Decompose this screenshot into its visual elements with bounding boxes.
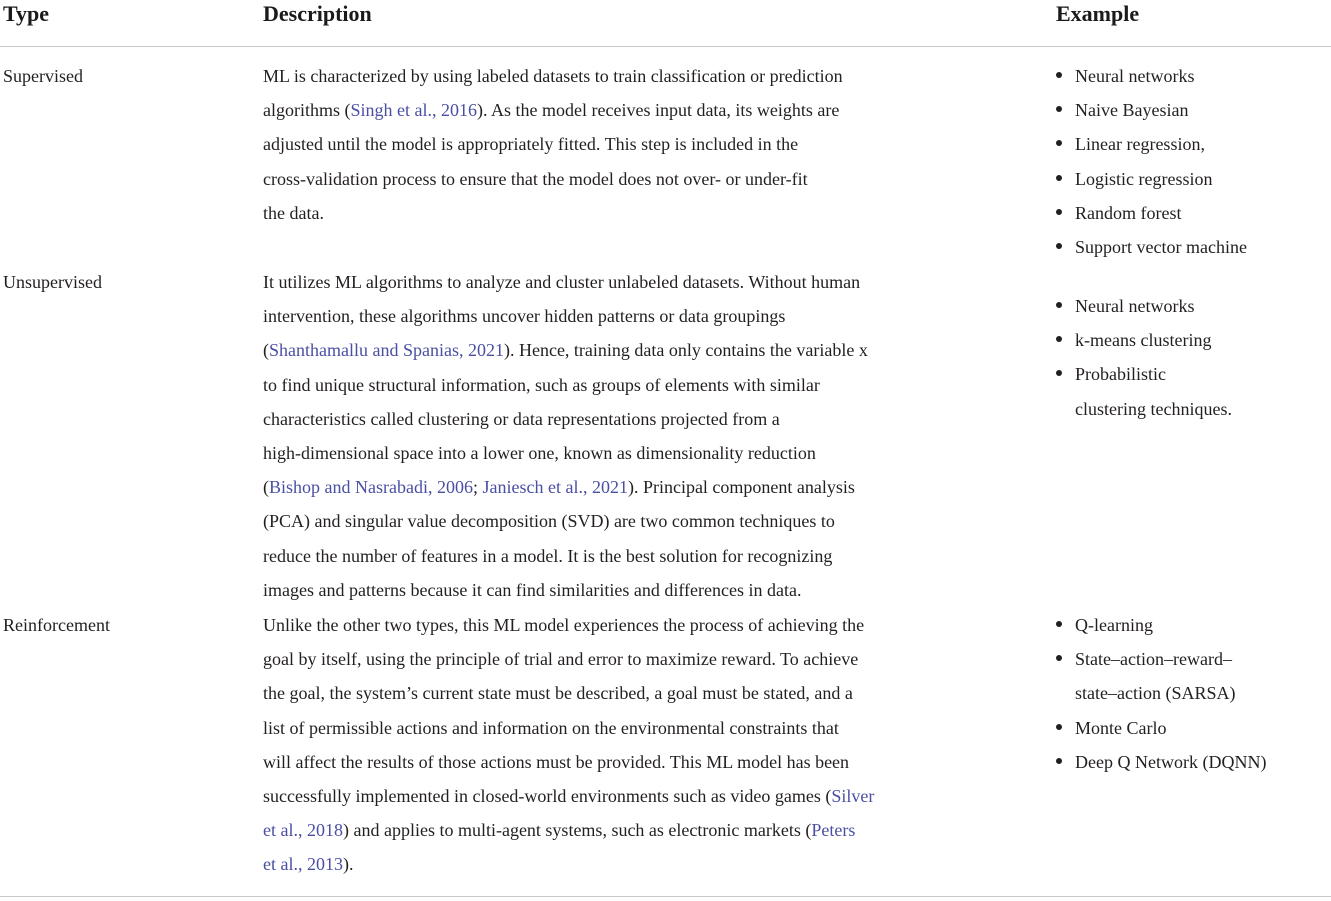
description-line: [263, 847, 874, 881]
example-text: Probabilistic: [1075, 364, 1166, 385]
description-text: ). Hence, training data only contains the variable x: [503, 340, 868, 361]
bullet-icon: [1056, 302, 1062, 308]
bullet-icon: [1056, 758, 1062, 764]
description-text: reduce the number of features in a model. It is the best solution for recognizing: [263, 545, 833, 566]
header-example: Example: [1056, 1, 1140, 26]
description-line: [263, 573, 868, 607]
row-examples-2: [1056, 608, 1266, 779]
row-examples-0: [1056, 59, 1247, 264]
description-text: (: [263, 340, 269, 361]
example-item: [1056, 289, 1232, 323]
example-item: [1056, 93, 1247, 127]
example-item: [1056, 59, 1247, 93]
row-type-0: Supervised: [3, 66, 83, 86]
row-type-2: Reinforcement: [3, 615, 110, 635]
example-text: k-means clustering: [1075, 330, 1212, 351]
description-line: [263, 299, 868, 333]
header-description: Description: [263, 1, 372, 26]
description-text: ) and applies to multi-agent systems, such as electronic markets (: [342, 820, 812, 841]
example-text: State–action–reward–: [1075, 649, 1232, 670]
example-text: Linear regression,: [1075, 134, 1205, 155]
description-line: [263, 608, 874, 642]
description-text: goal by itself, using the principle of trial and error to maximize reward. To achieve: [263, 649, 859, 670]
description-line: [263, 333, 868, 367]
description-line: [263, 779, 874, 813]
description-line: [263, 127, 843, 161]
description-text: the goal, the system’s current state must be described, a goal must be stated, and a: [263, 683, 853, 704]
example-item: [1056, 127, 1247, 161]
bullet-icon: [1056, 724, 1062, 730]
example-text: Monte Carlo: [1075, 717, 1167, 738]
bullet-icon: [1056, 175, 1062, 181]
description-text: (: [263, 477, 269, 498]
example-text: Support vector machine: [1075, 236, 1247, 257]
example-text: Neural networks: [1075, 296, 1195, 316]
citation-link[interactable]: Bishop and Nasrabadi, 2006: [269, 477, 473, 498]
bullet-icon: [1056, 621, 1062, 627]
description-line: [263, 93, 843, 127]
description-text: list of permissible actions and information on the environmental constraints that: [263, 717, 839, 738]
example-text: Logistic regression: [1075, 168, 1213, 189]
row-description-2: [263, 608, 874, 882]
description-text: ML is characterized by using labeled datasets to train classification or prediction: [263, 66, 843, 86]
description-text: high-dimensional space into a lower one, known as dimensionality reduction: [263, 442, 816, 463]
row-description-0: [263, 59, 843, 230]
bullet-icon: [1056, 106, 1062, 112]
citation-link[interactable]: et al., 2018: [263, 820, 343, 841]
description-line: [263, 745, 874, 779]
description-line: [263, 402, 868, 436]
bullet-icon: [1056, 140, 1062, 146]
bullet-icon: [1056, 209, 1062, 215]
description-text: Unlike the other two types, this ML model experiences the process of achieving the: [263, 615, 865, 635]
citation-link[interactable]: Silver: [831, 785, 875, 806]
description-text: successfully implemented in closed-world environments such as video games (: [263, 785, 832, 806]
description-text: ).: [342, 854, 354, 875]
description-text: images and patterns because it can find similarities and differences in data.: [263, 579, 802, 600]
example-item: [1056, 162, 1247, 196]
bullet-icon: [1056, 243, 1062, 249]
description-text: intervention, these algorithms uncover hidden patterns or data groupings: [263, 306, 786, 327]
description-text: It utilizes ML algorithms to analyze and cluster unlabeled datasets. Without human: [263, 272, 861, 292]
description-text: ;: [472, 477, 483, 498]
description-line: [263, 642, 874, 676]
description-text: adjusted until the model is appropriately fitted. This step is included in the: [263, 134, 799, 155]
citation-link[interactable]: Singh et al., 2016: [350, 100, 477, 121]
bullet-icon: [1056, 655, 1062, 661]
example-item: [1056, 642, 1266, 710]
description-line: [263, 162, 843, 196]
description-line: [263, 813, 874, 847]
bullet-icon: [1056, 72, 1062, 78]
example-text: clustering techniques.: [1075, 398, 1232, 419]
description-line: [263, 59, 843, 93]
description-line: [263, 539, 868, 573]
description-line: [263, 711, 874, 745]
row-examples-1: [1056, 289, 1232, 426]
description-text: characteristics called clustering or data representations projected from a: [263, 408, 780, 429]
description-text: ). As the model receives input data, its weights are: [477, 100, 840, 121]
bullet-icon: [1056, 336, 1062, 342]
description-line: [263, 436, 868, 470]
description-line: [263, 504, 868, 538]
description-text: the data.: [263, 202, 324, 223]
example-item: [1056, 357, 1232, 425]
example-text: state–action (SARSA): [1075, 683, 1236, 704]
description-text: (PCA) and singular value decomposition (SVD) are two common techniques to: [263, 511, 835, 532]
description-line: [263, 368, 868, 402]
header-type: Type: [3, 1, 50, 26]
example-item: [1056, 323, 1232, 357]
example-item: [1056, 745, 1266, 779]
description-line: [263, 676, 874, 710]
example-text: Random forest: [1075, 202, 1182, 223]
example-item: [1056, 196, 1247, 230]
example-item: [1056, 230, 1247, 264]
description-text: ). Principal component analysis: [627, 477, 855, 498]
citation-link[interactable]: Peters: [811, 820, 856, 841]
header-rule: [0, 46, 1331, 47]
example-text: Deep Q Network (DQNN): [1075, 751, 1267, 772]
description-text: algorithms (: [263, 100, 351, 121]
bottom-rule: [0, 896, 1331, 897]
description-line: [263, 470, 868, 504]
bullet-icon: [1056, 370, 1062, 376]
description-text: to find unique structural information, such as groups of elements with similar: [263, 374, 820, 395]
description-text: cross-validation process to ensure that the model does not over- or under-fit: [263, 168, 808, 189]
example-item: [1056, 711, 1266, 745]
description-line: [263, 265, 868, 299]
example-item: [1056, 608, 1266, 642]
example-text: Naive Bayesian: [1075, 100, 1189, 121]
citation-link[interactable]: Shanthamallu and Spanias, 2021: [269, 340, 504, 361]
row-description-1: [263, 265, 868, 607]
description-line: [263, 196, 843, 230]
citation-link[interactable]: et al., 2013: [263, 854, 343, 875]
row-type-1: Unsupervised: [3, 272, 102, 292]
citation-link[interactable]: Janiesch et al., 2021: [482, 477, 628, 498]
description-text: will affect the results of those actions must be provided. This ML model has been: [263, 751, 850, 772]
example-text: Neural networks: [1075, 66, 1195, 86]
example-text: Q-learning: [1075, 615, 1153, 635]
